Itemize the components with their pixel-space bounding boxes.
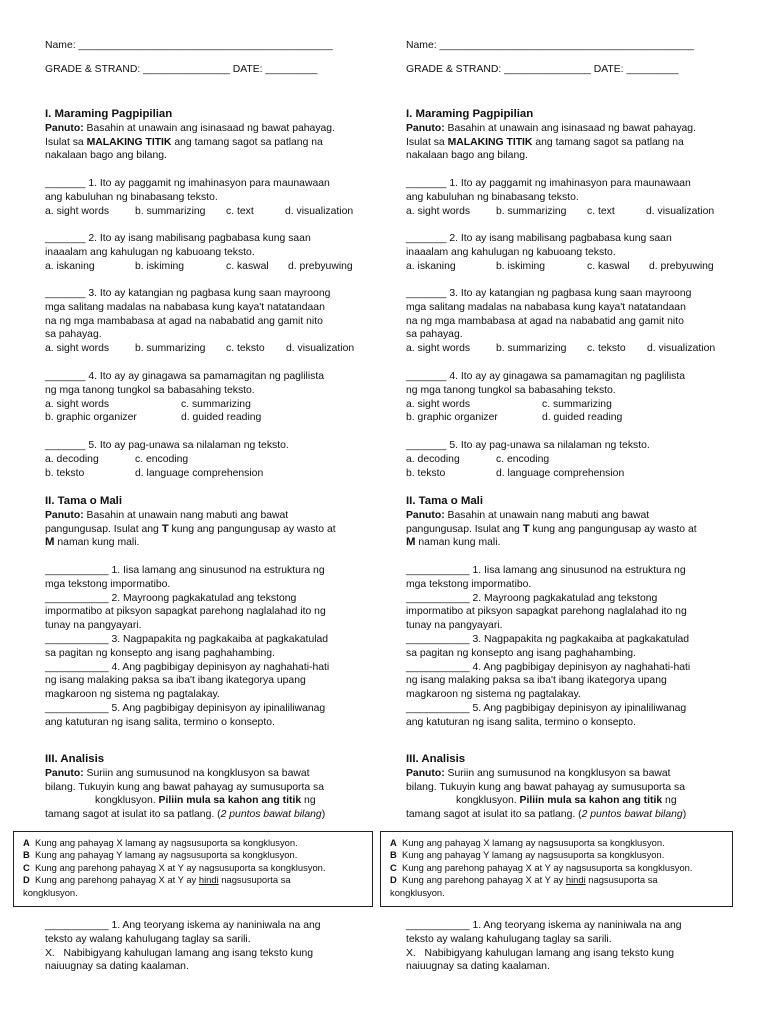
option-b: b. summarizing <box>496 205 567 217</box>
option-a: a. sight words <box>406 398 471 410</box>
option-a: a. decoding <box>406 453 460 465</box>
directions-line: kongklusyon. Piliin mula sa kahon ang titik ng <box>456 795 677 807</box>
question-text: _______ 1. Ito ay paggamit ng imahinasyon para maunawaan <box>45 178 330 189</box>
item-text: ___________ 2. Mayroong pagkakatulad ang tekstong <box>45 592 297 604</box>
true-false-items <box>45 564 375 730</box>
question-4 <box>406 370 736 425</box>
item-text: ng isang malaking paksa sa iba't ibang ikategorya upang <box>406 675 667 687</box>
question-4 <box>45 370 375 425</box>
choice-a: A Kung ang pahayag X lamang ay nagsusuporta sa kongklusyon. <box>390 837 665 848</box>
option-c: c. encoding <box>496 453 550 465</box>
option-a: a. sight words <box>406 205 471 217</box>
choice-b: B Kung ang pahayag Y lamang ay nagsusuporta sa kongklusyon. <box>23 849 298 861</box>
item-text: mga tekstong impormatibo. <box>406 578 532 590</box>
analysis-question-1 <box>406 919 736 974</box>
option-d: d. prebyuwing <box>288 260 353 272</box>
question-text: sa pahayag. <box>45 329 102 341</box>
directions-line: Isulat sa MALAKING TITIK ang tamang sagot sa patlang na <box>406 136 684 148</box>
section-multiple-choice <box>45 108 375 163</box>
answer-options <box>45 398 375 412</box>
directions-line: pangungusap. Isulat ang T kung ang pangungusap ay wasto at <box>45 522 336 535</box>
question-text: ng mga tanong tungkol sa babasahing teksto. <box>406 384 616 396</box>
answer-options <box>45 411 375 425</box>
section-title: III. Analisis <box>406 753 466 765</box>
option-c: c. text <box>587 205 615 217</box>
answer-key-box <box>13 831 373 907</box>
section-title: II. Tama o Mali <box>45 495 123 507</box>
section-true-false <box>406 495 736 550</box>
item-text: mga tekstong impormatibo. <box>45 578 171 590</box>
choice-d: D Kung ang parehong pahayag X at Y ay hindi nagsusuporta sa <box>390 874 658 886</box>
item-text: ___________ 5. Ang pagbibigay depinisyon ay ipinaliliwanag <box>406 702 687 714</box>
choice-d-cont: kongklusyon. <box>23 886 78 898</box>
question-text: mga salitang madalas na nababasa kung kaya't natatandaan <box>45 301 325 313</box>
question-text: ang kabuluhan ng binabasang teksto. <box>45 191 218 203</box>
answer-key-box <box>380 831 733 907</box>
header <box>406 39 736 77</box>
option-c: c. kaswal <box>587 260 630 272</box>
question-text: ___________ 1. Ang teoryang iskema ay naniniwala na ang <box>406 920 682 931</box>
option-c: c. teksto <box>587 343 626 355</box>
option-d: d. visualization <box>646 205 715 217</box>
option-a: a. sight words <box>406 343 471 355</box>
item-text: ___________ 3. Nagpapakita ng pagkakaiba at pagkakatulad <box>45 633 329 645</box>
question-text: _______ 5. Ito ay pag-unawa sa nilalaman ng teksto. <box>406 440 650 451</box>
answer-options <box>45 260 375 274</box>
section-title: I. Maraming Pagpipilian <box>45 108 173 120</box>
option-d: d. visualization <box>285 205 354 217</box>
item-text: ___________ 4. Ang pagbibigay depinisyon ay naghahati-hati <box>406 661 691 673</box>
question-5 <box>406 439 736 480</box>
section-true-false <box>45 495 375 550</box>
section-analysis <box>45 753 375 822</box>
answer-options <box>406 342 736 356</box>
answer-options <box>406 453 736 467</box>
choice-d-cont: kongklusyon. <box>390 886 445 898</box>
section-multiple-choice <box>406 108 736 163</box>
option-a: a. sight words <box>45 205 110 217</box>
answer-options <box>406 467 736 481</box>
option-a: a. sight words <box>45 343 110 355</box>
option-b: b. teksto <box>406 467 446 479</box>
question-2 <box>406 232 736 273</box>
item-text: ___________ 2. Mayroong pagkakatulad ang tekstong <box>406 592 658 604</box>
answer-options <box>45 453 375 467</box>
question-text: teksto ay walang kahulugang taglay sa sarili. <box>45 933 251 945</box>
item-text: ng isang malaking paksa sa iba't ibang ikategorya upang <box>45 675 306 687</box>
answer-options <box>45 342 375 356</box>
directions-line: M naman kung mali. <box>406 536 501 549</box>
option-b: b. summarizing <box>135 343 206 355</box>
question-text: _______ 3. Ito ay katangian ng pagbasa kung saan mayroong <box>406 288 692 299</box>
directions-line: tamang sagot at isulat ito sa patlang. (2 puntos bawat bilang) <box>406 809 687 821</box>
name-field-line[interactable]: Name: ____________________________________________ <box>45 40 333 51</box>
directions-line: bilang. Tukuyin kung ang bawat pahayag ay sumusuporta sa <box>45 781 324 793</box>
question-text: _______ 3. Ito ay katangian ng pagbasa kung saan mayroong <box>45 288 331 299</box>
option-d: d. guided reading <box>542 412 623 424</box>
analysis-question-1 <box>45 919 375 974</box>
item-text: sa pagitan ng konsepto ang isang paghahambing. <box>45 647 275 659</box>
item-text: magkaroon ng sistema ng pagtalakay. <box>45 689 220 701</box>
directions-line: bilang. Tukuyin kung ang bawat pahayag ay sumusuporta sa <box>406 781 685 793</box>
choice-d: D Kung ang parehong pahayag X at Y ay hindi nagsusuporta sa <box>23 874 291 886</box>
item-text: magkaroon ng sistema ng pagtalakay. <box>406 689 581 701</box>
question-text: mga salitang madalas na nababasa kung kaya't natatandaan <box>406 301 686 313</box>
item-text: ___________ 3. Nagpapakita ng pagkakaiba at pagkakatulad <box>406 633 690 645</box>
option-b: b. summarizing <box>135 205 206 217</box>
question-text: ng mga tanong tungkol sa babasahing teksto. <box>45 384 255 396</box>
question-text: teksto ay walang kahulugang taglay sa sarili. <box>406 933 612 945</box>
question-1 <box>45 177 375 218</box>
option-d: d. guided reading <box>181 412 262 424</box>
option-a: a. decoding <box>45 453 99 465</box>
option-a: a. iskaning <box>45 260 95 272</box>
question-text: _______ 5. Ito ay pag-unawa sa nilalaman ng teksto. <box>45 440 289 451</box>
name-field-line[interactable]: Name: ____________________________________________ <box>406 40 694 51</box>
question-1 <box>406 177 736 218</box>
option-c: c. teksto <box>226 343 265 355</box>
directions-line: kongklusyon. Piliin mula sa kahon ang titik ng <box>95 795 316 807</box>
option-d: d. prebyuwing <box>649 260 714 272</box>
statement-x: naiuugnay sa dating kaalaman. <box>406 961 550 973</box>
question-3 <box>45 287 375 356</box>
item-text: tunay na pangyayari. <box>45 620 142 632</box>
directions-line: nakalaan bago ang bilang. <box>406 150 528 162</box>
directions-line: Panuto: Suriin ang sumusunod na kongklusyon sa bawat <box>406 767 671 779</box>
answer-options <box>45 467 375 481</box>
choice-c: C Kung ang parehong pahayag X at Y ay nagsusuporta sa kongklusyon. <box>23 861 326 873</box>
option-b: b. graphic organizer <box>45 412 137 424</box>
answer-options <box>406 411 736 425</box>
option-b: b. iskiming <box>135 260 185 272</box>
choice-c: C Kung ang parehong pahayag X at Y ay nagsusuporta sa kongklusyon. <box>390 861 693 873</box>
question-text: inaaalam ang kahulugan ng kabuoang teksto. <box>45 246 255 258</box>
header <box>45 39 375 77</box>
statement-x: naiuugnay sa dating kaalaman. <box>45 961 189 973</box>
item-text: ___________ 4. Ang pagbibigay depinisyon ay naghahati-hati <box>45 661 330 673</box>
question-text: ang kabuluhan ng binabasang teksto. <box>406 191 579 203</box>
item-text: impormatibo at piksyon sapagkat parehong naglalahad ito ng <box>406 606 687 618</box>
question-text: inaaalam ang kahulugan ng kabuoang teksto. <box>406 246 616 258</box>
directions-line: Panuto: Basahin at unawain ang isinasaad ng bawat pahayag. <box>406 122 696 134</box>
option-c: c. kaswal <box>226 260 269 272</box>
item-text: ang katuturan ng isang salita, termino o konsepto. <box>406 716 636 728</box>
option-c: c. encoding <box>135 453 189 465</box>
option-c: c. text <box>226 205 254 217</box>
question-text: _______ 2. Ito ay isang mabilisang pagbabasa kung saan <box>45 233 311 244</box>
directions-line: tamang sagot at isulat ito sa patlang. (2 puntos bawat bilang) <box>45 809 326 821</box>
question-text: _______ 1. Ito ay paggamit ng imahinasyon para maunawaan <box>406 178 691 189</box>
question-text: ___________ 1. Ang teoryang iskema ay naniniwala na ang <box>45 920 321 931</box>
section-analysis <box>406 753 736 822</box>
grade-date-line[interactable]: GRADE & STRAND: _______________ DATE: _________ <box>45 63 318 75</box>
answer-options <box>45 205 375 219</box>
question-text: _______ 4. Ito ay ay ginagawa sa pamamagitan ng paglilista <box>406 371 686 382</box>
option-a: a. iskaning <box>406 260 456 272</box>
option-a: a. sight words <box>45 398 110 410</box>
question-3 <box>406 287 736 356</box>
directions-line: Panuto: Basahin at unawain nang mabuti ang bawat <box>45 509 289 521</box>
item-text: ___________ 5. Ang pagbibigay depinisyon ay ipinaliliwanag <box>45 702 326 714</box>
option-d: d. visualization <box>647 343 716 355</box>
section-title: III. Analisis <box>45 753 105 765</box>
choice-b: B Kung ang pahayag Y lamang ay nagsusuporta sa kongklusyon. <box>390 849 665 861</box>
option-b: b. graphic organizer <box>406 412 498 424</box>
item-text: ___________ 1. Iisa lamang ang sinusunod na estruktura ng <box>45 565 325 576</box>
directions-line: pangungusap. Isulat ang T kung ang pangungusap ay wasto at <box>406 522 697 535</box>
true-false-items <box>406 564 736 730</box>
option-c: c. summarizing <box>181 398 251 410</box>
directions-line: Panuto: Basahin at unawain ang isinasaad ng bawat pahayag. <box>45 122 335 134</box>
directions-line: Isulat sa MALAKING TITIK ang tamang sagot sa patlang na <box>45 136 323 148</box>
directions-line: Panuto: Basahin at unawain nang mabuti ang bawat <box>406 509 650 521</box>
choice-a: A Kung ang pahayag X lamang ay nagsusuporta sa kongklusyon. <box>23 837 298 848</box>
section-title: II. Tama o Mali <box>406 495 484 507</box>
question-text: na ng mga mambabasa at agad na nababatid ang gamit nito <box>45 315 323 327</box>
item-text: ___________ 1. Iisa lamang ang sinusunod na estruktura ng <box>406 565 686 576</box>
question-5 <box>45 439 375 480</box>
answer-options <box>406 398 736 412</box>
question-text: na ng mga mambabasa at agad na nababatid ang gamit nito <box>406 315 684 327</box>
option-d: d. language comprehension <box>135 467 264 479</box>
directions-line: M naman kung mali. <box>45 536 140 549</box>
question-text: _______ 4. Ito ay ay ginagawa sa pamamagitan ng paglilista <box>45 371 325 382</box>
item-text: ang katuturan ng isang salita, termino o konsepto. <box>45 716 275 728</box>
option-b: b. teksto <box>45 467 85 479</box>
item-text: impormatibo at piksyon sapagkat parehong naglalahad ito ng <box>45 606 326 618</box>
option-b: b. iskiming <box>496 260 546 272</box>
item-text: tunay na pangyayari. <box>406 620 503 632</box>
directions-line: nakalaan bago ang bilang. <box>45 150 167 162</box>
question-text: _______ 2. Ito ay isang mabilisang pagbabasa kung saan <box>406 233 672 244</box>
grade-date-line[interactable]: GRADE & STRAND: _______________ DATE: _________ <box>406 63 679 75</box>
statement-x: X. Nabibigyang kahulugan lamang ang isang teksto kung <box>406 947 675 959</box>
option-c: c. summarizing <box>542 398 612 410</box>
question-2 <box>45 232 375 273</box>
option-d: d. language comprehension <box>496 467 625 479</box>
question-text: sa pahayag. <box>406 329 463 341</box>
answer-options <box>406 260 736 274</box>
item-text: sa pagitan ng konsepto ang isang paghahambing. <box>406 647 636 659</box>
statement-x: X. Nabibigyang kahulugan lamang ang isang teksto kung <box>45 947 314 959</box>
answer-options <box>406 205 736 219</box>
directions-line: Panuto: Suriin ang sumusunod na kongklusyon sa bawat <box>45 767 310 779</box>
option-d: d. visualization <box>286 343 355 355</box>
option-b: b. summarizing <box>496 343 567 355</box>
section-title: I. Maraming Pagpipilian <box>406 108 534 120</box>
